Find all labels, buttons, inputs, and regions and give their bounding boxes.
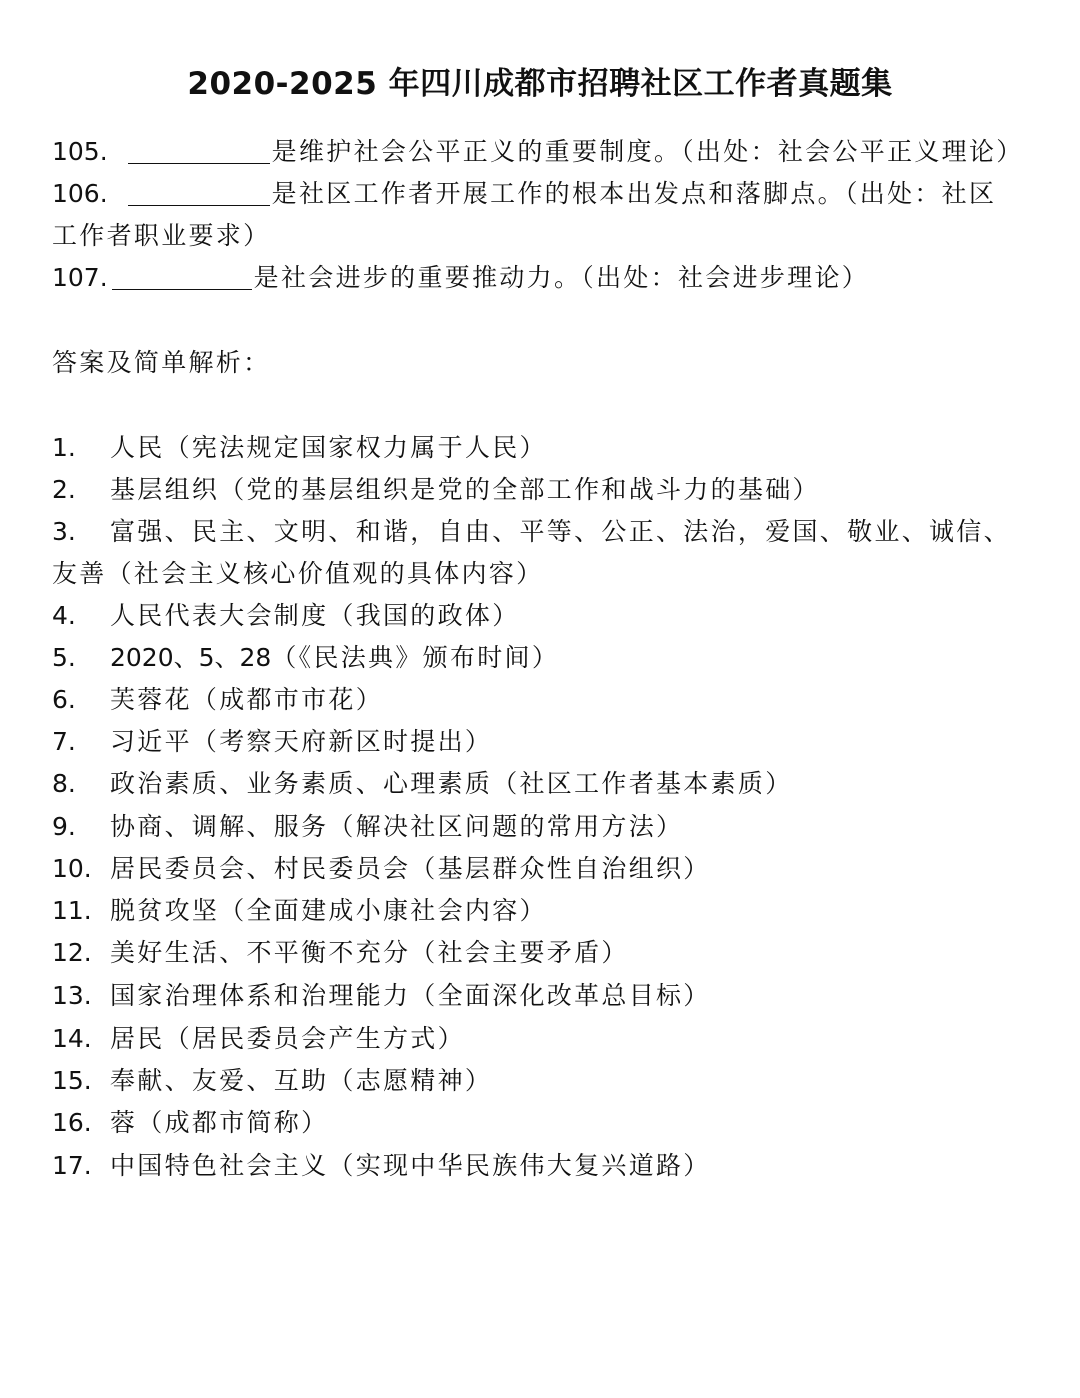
answer-text: 奉献、友爱、互助（志愿精神） [110, 1066, 493, 1095]
answer-item [52, 511, 1011, 553]
answer-text: 蓉（成都市简称） [110, 1108, 329, 1137]
answer-number: 7. [52, 727, 76, 756]
answer-item [52, 637, 559, 679]
question-text: 工作者职业要求） [52, 221, 271, 250]
answer-item [52, 721, 492, 763]
answer-text: 习近平（考察天府新区时提出） [110, 727, 493, 756]
answer-item [52, 679, 383, 721]
answer-number: 13. [52, 981, 92, 1010]
answer-text: 友善（社会主义核心价值观的具体内容） [52, 559, 544, 588]
answer-date: 2020、5、28 [110, 643, 272, 672]
answer-number: 8. [52, 769, 76, 798]
answer-number: 3. [52, 517, 76, 546]
question-number: 106. [52, 179, 108, 208]
question-number: 107. [52, 263, 108, 292]
answer-blank [128, 133, 270, 164]
answer-number: 9. [52, 812, 76, 841]
answer-item [52, 975, 711, 1017]
question-106-continued [52, 215, 270, 257]
question-number: 105. [52, 137, 108, 166]
answer-item [52, 469, 820, 511]
answer-text: 居民委员会、村民委员会（基层群众性自治组织） [110, 854, 711, 883]
answer-item [52, 890, 547, 932]
answer-blank [112, 259, 252, 290]
answer-number: 5. [52, 643, 76, 672]
answer-text: 人民代表大会制度（我国的政体） [110, 601, 520, 630]
question-105 [52, 131, 1024, 173]
answer-text: 富强、民主、文明、和谐，自由、平等、公正、法治，爱国、敬业、诚信、 [110, 517, 1011, 546]
answer-number: 11. [52, 896, 92, 925]
question-text: 是社会进步的重要推动力。（出处：社会进步理论） [253, 263, 870, 292]
question-106 [52, 173, 996, 215]
answer-number: 17. [52, 1151, 92, 1180]
answer-number: 2. [52, 475, 76, 504]
answer-item [52, 806, 683, 848]
answer-text: 协商、调解、服务（解决社区问题的常用方法） [110, 812, 684, 841]
answer-item [52, 1018, 465, 1060]
answer-text: 芙蓉花（成都市市花） [110, 685, 384, 714]
answer-text: 人民（宪法规定国家权力属于人民） [110, 433, 547, 462]
answer-text: 脱贫攻坚（全面建成小康社会内容） [110, 896, 547, 925]
question-107 [52, 257, 869, 299]
answer-text: 居民（居民委员会产生方式） [110, 1024, 465, 1053]
question-text: 是维护社会公平正义的重要制度。（出处：社会公平正义理论） [271, 137, 1024, 166]
answer-number: 1. [52, 433, 76, 462]
answer-number: 15. [52, 1066, 92, 1095]
answer-item [52, 1145, 711, 1187]
answer-item [52, 932, 629, 974]
answers-heading: 答案及简单解析： [52, 348, 271, 377]
answer-item [52, 595, 520, 637]
answer-item [52, 848, 711, 890]
answer-number: 6. [52, 685, 76, 714]
answer-number: 14. [52, 1024, 92, 1053]
answer-item [52, 427, 547, 469]
document-title: 2020-2025 年四川成都市招聘社区工作者真题集 [187, 66, 893, 102]
answer-number: 10. [52, 854, 92, 883]
answer-text: 政治素质、业务素质、心理素质（社区工作者基本素质） [110, 769, 793, 798]
answer-text: 国家治理体系和治理能力（全面深化改革总目标） [110, 981, 711, 1010]
answer-number: 12. [52, 938, 92, 967]
question-text: 是社区工作者开展工作的根本出发点和落脚点。（出处：社区 [271, 179, 997, 208]
answer-item [52, 763, 793, 805]
answer-blank [128, 175, 270, 206]
answer-text: 中国特色社会主义（实现中华民族伟大复兴道路） [110, 1151, 711, 1180]
answer-text: 美好生活、不平衡不充分（社会主要矛盾） [110, 938, 629, 967]
answer-item [52, 1060, 492, 1102]
answer-text: （《民法典》颁布时间） [271, 643, 560, 672]
answer-item [52, 1102, 328, 1144]
answer-number: 4. [52, 601, 76, 630]
answer-number: 16. [52, 1108, 92, 1137]
answer-item-continued [52, 553, 543, 595]
answer-text: 基层组织（党的基层组织是党的全部工作和战斗力的基础） [110, 475, 820, 504]
